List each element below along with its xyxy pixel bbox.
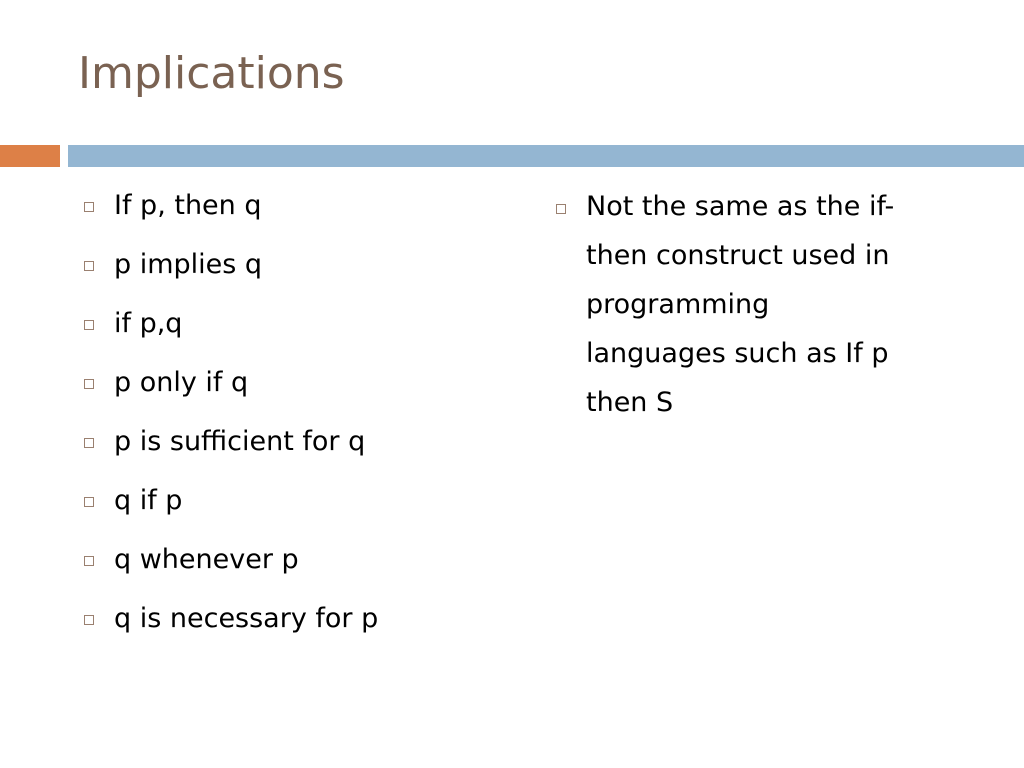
- bullet-text: q whenever p: [114, 544, 299, 575]
- hollow-square-bullet-icon: [84, 320, 94, 330]
- left-content-column: [82, 188, 502, 660]
- list-item: [554, 182, 994, 427]
- hollow-square-bullet-icon: [84, 379, 94, 389]
- list-item: [82, 424, 502, 460]
- hollow-square-bullet-icon: [84, 261, 94, 271]
- left-bullet-list: [82, 188, 502, 637]
- bullet-text: p only if q: [114, 367, 249, 398]
- right-bullet-list: [554, 182, 994, 427]
- accent-bar-orange: [0, 145, 60, 167]
- list-item: [82, 188, 502, 224]
- hollow-square-bullet-icon: [556, 204, 566, 214]
- right-content-column: [554, 188, 994, 427]
- hollow-square-bullet-icon: [84, 497, 94, 507]
- bullet-text: If p, then q: [114, 190, 262, 221]
- hollow-square-bullet-icon: [84, 615, 94, 625]
- hollow-square-bullet-icon: [84, 202, 94, 212]
- accent-bar-blue: [68, 145, 1024, 167]
- hollow-square-bullet-icon: [84, 438, 94, 448]
- bullet-text: p implies q: [114, 249, 263, 280]
- list-item: [82, 365, 502, 401]
- bullet-text-line: then S: [586, 387, 674, 418]
- list-item: [82, 542, 502, 578]
- bullet-text-line: languages such as If p: [586, 338, 889, 369]
- bullet-text: q if p: [114, 485, 183, 516]
- hollow-square-bullet-icon: [84, 556, 94, 566]
- bullet-text-line: programming: [586, 289, 770, 320]
- bullet-text-line: Not the same as the if-: [586, 191, 895, 222]
- bullet-text: p is sufficient for q: [114, 426, 366, 457]
- list-item: [82, 483, 502, 519]
- list-item: [82, 247, 502, 283]
- list-item: [82, 306, 502, 342]
- bullet-text: if p,q: [114, 308, 183, 339]
- bullet-text-line: then construct used in: [586, 240, 890, 271]
- bullet-text: q is necessary for p: [114, 603, 379, 634]
- list-item: [82, 601, 502, 637]
- slide-title: Implications: [78, 48, 345, 99]
